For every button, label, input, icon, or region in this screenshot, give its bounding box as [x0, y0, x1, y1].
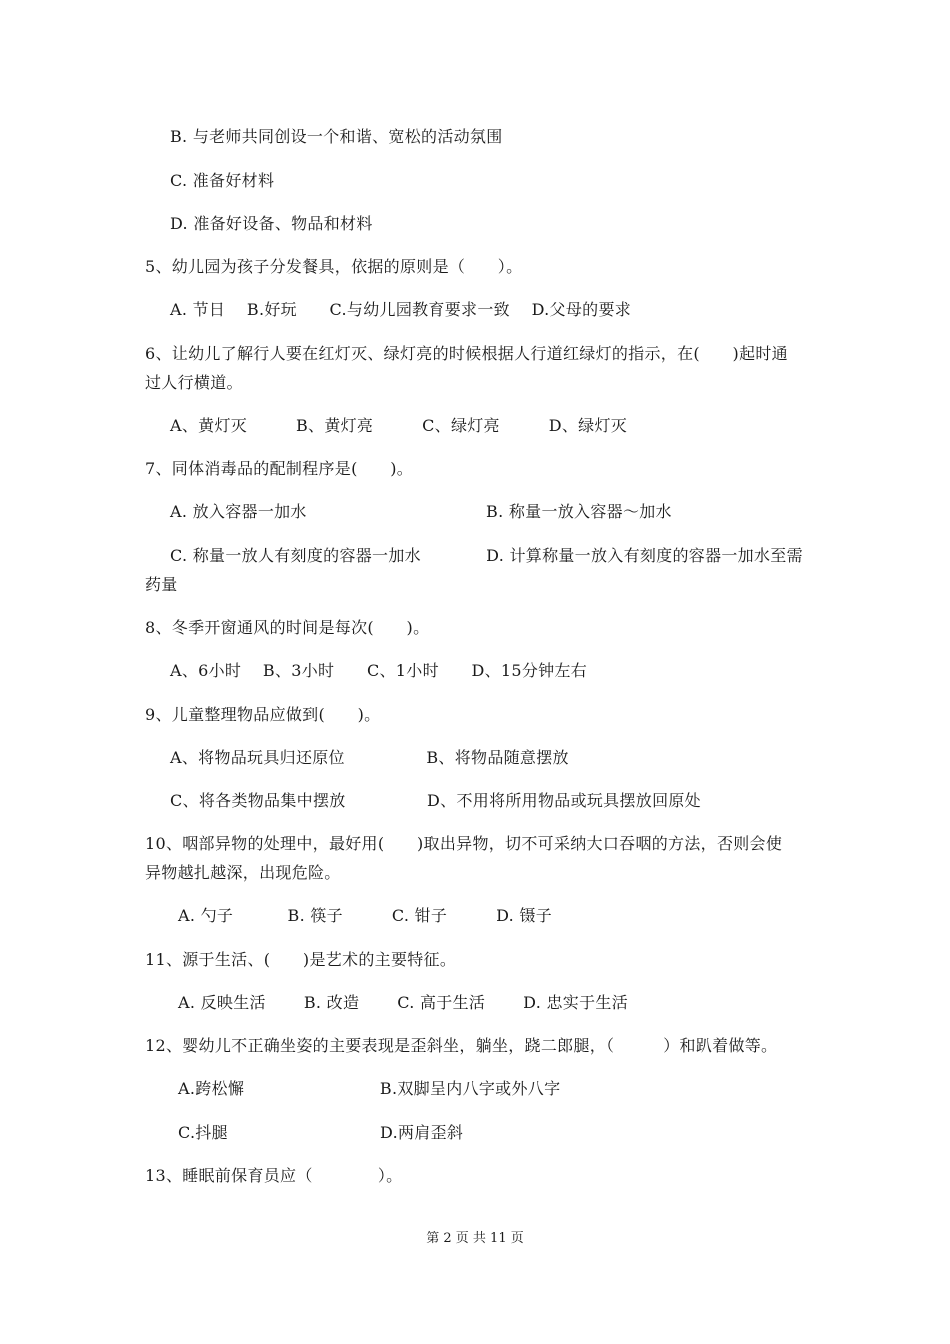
options-5: A. 节日 B.好玩 C.与幼儿园教育要求一致 D.父母的要求 — [170, 300, 632, 319]
question-5: 5、幼儿园为孩子分发餐具，依据的原则是（ ）。 — [145, 257, 523, 276]
question-6-cont: 过人行横道。 — [145, 373, 243, 392]
question-9: 9、儿童整理物品应做到( )。 — [145, 705, 381, 724]
question-7: 7、同体消毒品的配制程序是( )。 — [145, 459, 414, 478]
question-10: 10、咽部异物的处理中，最好用( )取出异物，切不可采纳大口吞咽的方法，否则会使 — [145, 834, 783, 853]
question-11: 11、源于生活、( )是艺术的主要特征。 — [145, 950, 457, 969]
option-4c: C. 准备好材料 — [170, 171, 275, 190]
options-8: A、6小时 B、3小时 C、1小时 D、15分钟左右 — [170, 661, 588, 680]
page-footer: 第 2 页 共 11 页 — [426, 1231, 524, 1246]
options-12-ab: A.跨松懈 B.双脚呈内八字或外八字 — [178, 1079, 561, 1098]
question-13: 13、睡眠前保育员应（ ）。 — [145, 1166, 403, 1185]
options-7-ab: A. 放入容器一加水 B. 称量一放入容器～加水 — [170, 502, 672, 521]
option-4b: B. 与老师共同创设一个和谐、宽松的活动氛围 — [170, 127, 503, 146]
options-6: A、黄灯灭 B、黄灯亮 C、绿灯亮 D、绿灯灭 — [170, 416, 628, 435]
options-10: A. 勺子 B. 筷子 C. 钳子 D. 镊子 — [178, 906, 553, 925]
option-4d: D. 准备好设备、物品和材料 — [170, 214, 373, 233]
options-9-ab: A、将物品玩具归还原位 B、将物品随意摆放 — [170, 748, 569, 767]
options-9-cd: C、将各类物品集中摆放 D、不用将所用物品或玩具摆放回原处 — [170, 791, 701, 810]
question-8: 8、冬季开窗通风的时间是每次( )。 — [145, 618, 430, 637]
question-12: 12、婴幼儿不正确坐姿的主要表现是歪斜坐，躺坐，跷二郎腿，（ ）和趴着做等。 — [145, 1036, 778, 1055]
options-7-cd: C. 称量一放人有刻度的容器一加水 D. 计算称量一放入有刻度的容器一加水至需 — [170, 546, 803, 565]
question-6: 6、让幼儿了解行人要在红灯灭、绿灯亮的时候根据人行道红绿灯的指示，在( )起时通 — [145, 344, 788, 363]
question-10-cont: 异物越扎越深，出现危险。 — [145, 863, 341, 882]
options-7-cd-cont: 药量 — [145, 575, 178, 594]
options-12-cd: C.抖腿 D.两肩歪斜 — [178, 1123, 464, 1142]
options-11: A. 反映生活 B. 改造 C. 高于生活 D. 忠实于生活 — [178, 993, 628, 1012]
